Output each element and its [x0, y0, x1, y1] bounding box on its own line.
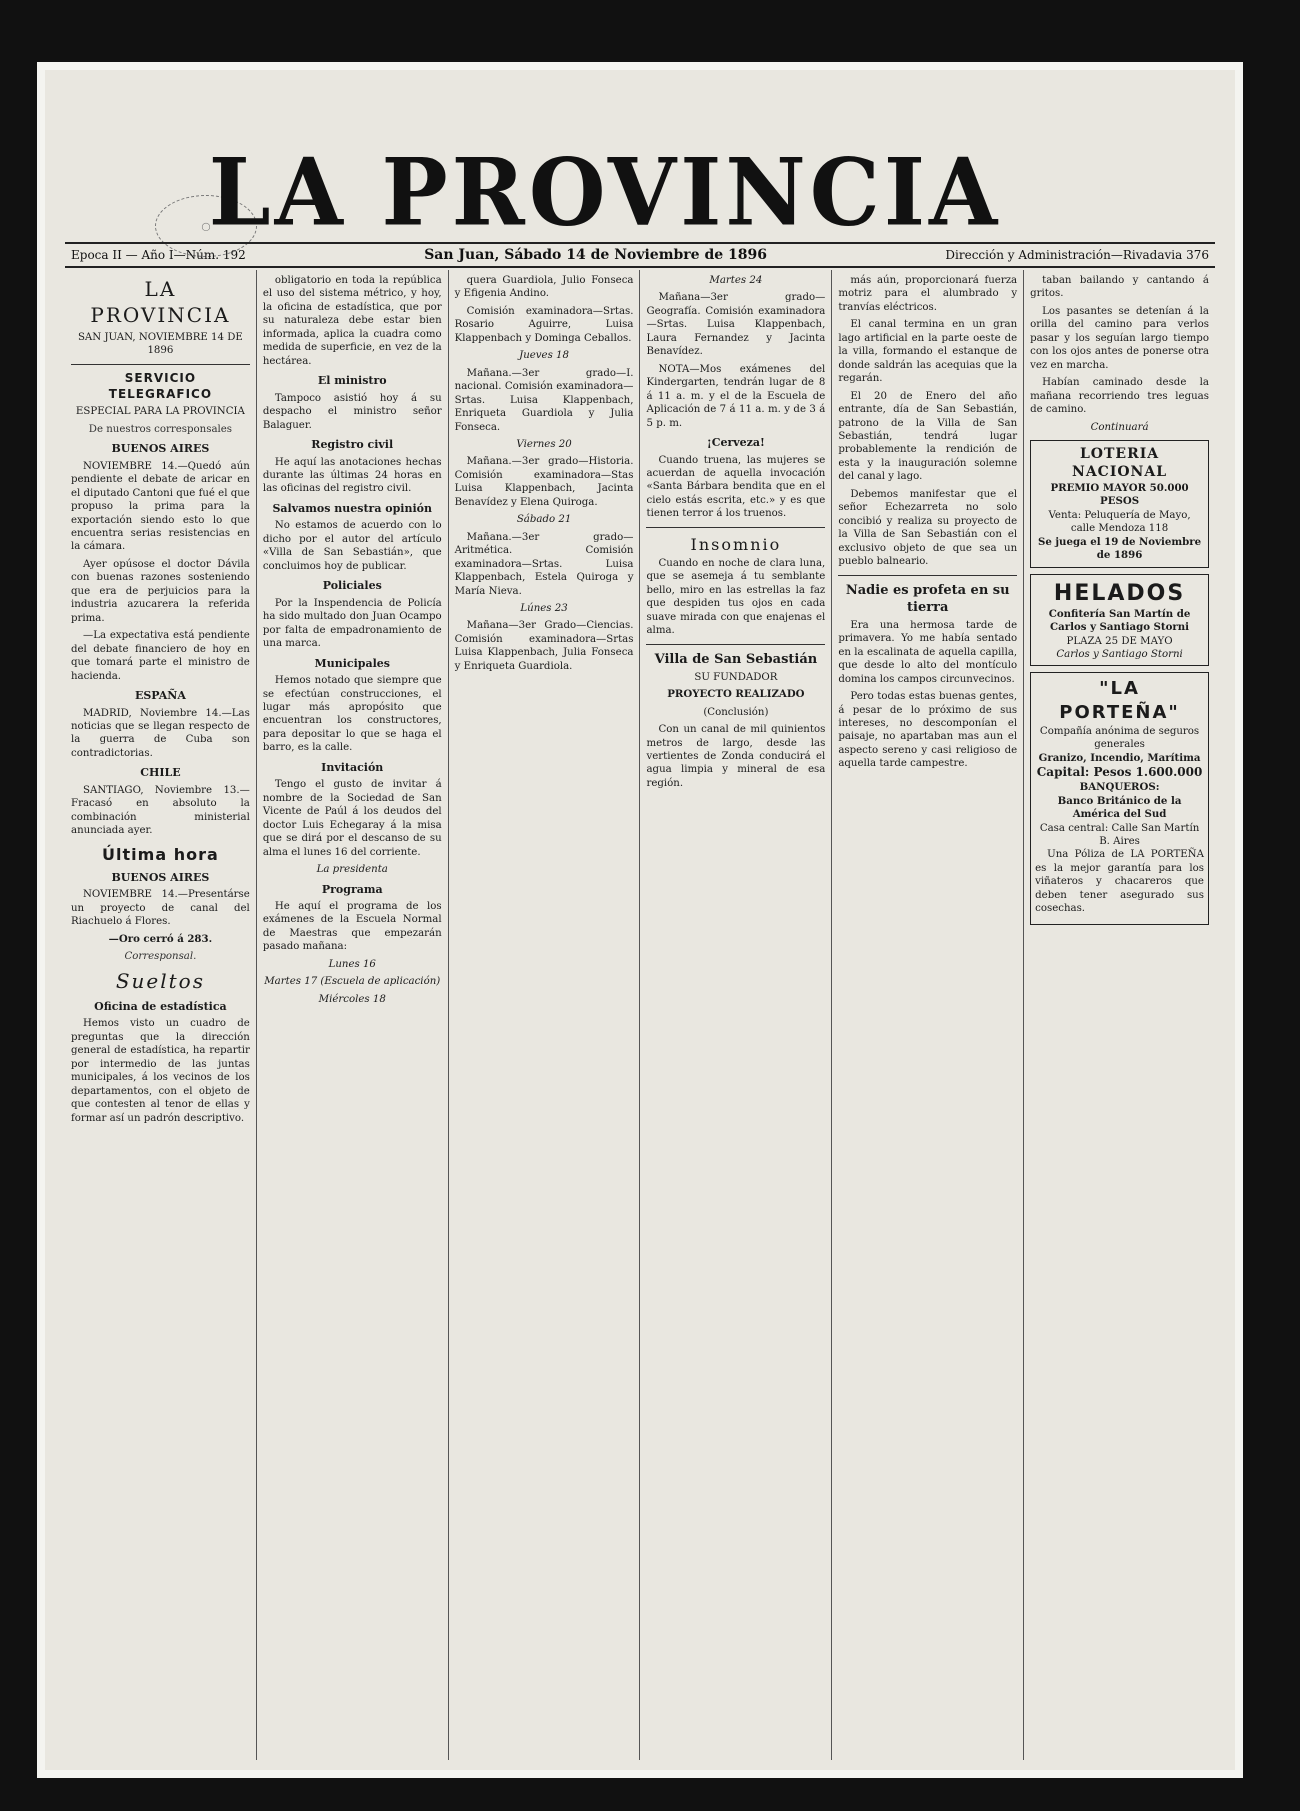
paragraph: quera Guardiola, Julio Fonseca y Efigenia Andino.	[454, 275, 634, 300]
ad-line: Capital: Pesos 1.600.000	[1036, 765, 1203, 780]
paragraph: Hemos visto un cuadro de preguntas que la dirección general de estadística, ha repartir por intermedio de las juntas municipales, á los vecinos de los departamentos, con el objeto de que contesten al tenor de ellas y formar así un padrón descriptivo.	[71, 1018, 250, 1124]
columns	[65, 270, 1215, 1760]
dateline-city: ESPAÑA	[134, 689, 186, 703]
ad-line: Venta: Peluquería de Mayo, calle Mendoza 118	[1048, 509, 1191, 535]
dateline-address: Dirección y Administración—Rivadavia 376	[945, 248, 1209, 262]
paragraph: más aún, proporcionará fuerza motriz para el alumbrado y tranvías eléctricos.	[838, 275, 1018, 313]
ad-title: LOTERIA NACIONAL	[1072, 445, 1168, 481]
paragraph: Mañana.—3er grado—Historia. Comisión examinadora—Stas Luisa Klappenbach, Jacinta Benavídez y Elena Quiroga.	[454, 456, 634, 508]
paragraph: —Oro cerró á 283.	[108, 932, 213, 945]
day-heading: Martes 24	[709, 275, 763, 286]
paragraph: Una Póliza de LA PORTEÑA es la mejor garantía para los viñateros y chacareros que deben tener asegurado sus cosechas.	[1035, 849, 1204, 915]
paragraph: He aquí las anotaciones hechas durante las últimas 24 horas en las oficinas del registro civil.	[262, 456, 442, 495]
paragraph: Comisión examinadora—Srtas. Rosario Aguirre, Luisa Klappenbach y Dominga Ceballos.	[454, 305, 634, 344]
ad-line: PREMIO MAYOR 50.000 PESOS	[1050, 481, 1189, 508]
paragraph: Mañana—3er Grado—Ciencias. Comisión examinadora—Srtas Luisa Klappenbach, Julia Fonseca y Enriqueta Guardiola.	[454, 620, 634, 672]
subsection-title: Municipales	[314, 656, 390, 670]
paragraph: Pero todas estas buenas gentes, á pesar de lo próximo de sus intereses, no descomponían el paisaje, no apartaban mas aun el aspecto sereno y casi religioso de aquella tarde campestre.	[838, 691, 1018, 770]
lottery-ad	[1030, 440, 1209, 568]
ad-line: Se juega el 19 de Noviembre de 1896	[1037, 535, 1202, 562]
day-heading: Miércoles 18	[318, 993, 386, 1005]
section-subtitle: PROYECTO REALIZADO	[667, 688, 805, 701]
dateline-city: BUENOS AIRES	[111, 870, 210, 884]
subsection-title: Invitación	[321, 760, 384, 774]
paragraph: Cuando truena, las mujeres se acuerdan de aquella invocación «Santa Bárbara bendita que en el cielo estás escrita, etc.» y es que tienen terror á los truenos.	[646, 454, 826, 520]
section-subtitle: (Conclusión)	[703, 706, 769, 718]
section-subtitle: De nuestros corresponsales	[88, 423, 233, 435]
day-heading: Martes 17 (Escuela de aplicación)	[264, 976, 441, 988]
section-title: Sueltos	[115, 968, 205, 993]
dateline-city: BUENOS AIRES	[111, 442, 210, 456]
paragraph: Mañana.—3er grado—I. nacional. Comisión examinadora—Srtas. Luisa Klappenbach, Enriqueta Guardiola y Julia Fonseca.	[454, 367, 634, 433]
paragraph: Habían caminado desde la mañana recorriendo tres leguas de camino.	[1030, 377, 1209, 416]
dateline-date: San Juan, Sábado 14 de Noviembre de 1896	[424, 247, 767, 263]
paragraph: Mañana.—3er grado—Aritmética. Comisión examinadora—Srtas. Luisa Klappenbach, Estela Quiroga y María Nieva.	[454, 531, 634, 597]
dateline-city: CHILE	[140, 766, 181, 780]
paragraph: Tengo el gusto de invitar á nombre de la Sociedad de San Vicente de Paúl á los deudos del doctor Luis Echegaray á la misa que se dirá por el descanso de su alma el lunes 16 del corriente.	[262, 779, 442, 858]
ad-line: Carlos y Santiago Storni	[1056, 649, 1183, 661]
divider	[646, 644, 825, 645]
column-4	[640, 270, 832, 1760]
ad-line: Banco Británico de la América del Sud	[1057, 794, 1182, 821]
paragraph: Con un canal de mil quinientos metros de largo, desde las vertientes de Zonda conducirá el agua limpia y mineral de esa región.	[646, 724, 826, 789]
subsection-title: Registro civil	[311, 438, 394, 452]
paragraph: Mañana—3er grado—Geografía. Comisión examinadora—Srtas. Luisa Klappenbach, Laura Fernandez y Jacinta Benavídez.	[646, 292, 826, 358]
paragraph: NOTA—Mos exámenes del Kindergarten, tendrán lugar de 8 á 11 a. m. y el de la Escuela de Aplicación de 7 á 11 a. m. y de 3 á 5 p. m.	[646, 363, 826, 429]
paragraph: Debemos manifestar que el señor Echezarreta no solo concibió y realiza su proyecto de la Villa de San Sebastián con el exclusivo objeto de que sea un pueblo balneario.	[838, 488, 1018, 568]
day-heading: Lunes 16	[328, 958, 376, 970]
ad-line: Casa central: Calle San Martín B. Aires	[1039, 822, 1200, 847]
newspaper-page	[45, 70, 1235, 1770]
column-subheader: SAN JUAN, NOVIEMBRE 14 DE 1896	[77, 331, 243, 357]
paragraph: NOVIEMBRE 14.—Presentárse un proyecto de canal del Riachuelo á Flores.	[71, 889, 250, 928]
signature: Corresponsal.	[124, 951, 197, 963]
paragraph: MADRID, Noviembre 14.—Las noticias que se llegan respecto de la guerra de Cuba son contradictorias.	[71, 707, 250, 759]
subsection-title: Salvamos nuestra opinión	[272, 501, 432, 515]
paragraph: Por la Inspendencia de Policía ha sido multado don Juan Ocampo por falta de empadronamiento de una marca.	[262, 597, 442, 650]
column-1	[65, 270, 257, 1760]
ad-title: HELADOS	[1053, 580, 1186, 606]
paragraph: No estamos de acuerdo con lo dicho por el autor del artículo «Villa de San Sebastián», que concluimos hoy de publicar.	[262, 520, 442, 572]
subsection-title: Villa de San Sebastián	[654, 651, 818, 667]
day-heading: Viernes 20	[516, 438, 572, 450]
signature: La presidenta	[316, 864, 388, 876]
dateline	[65, 242, 1215, 268]
day-heading: Lúnes 23	[520, 602, 568, 614]
signature: Continuará	[1090, 421, 1149, 433]
paragraph: He aquí el programa de los exámenes de la Escuela Normal de Maestras que empezarán pasado mañana:	[262, 901, 442, 953]
paragraph: NOVIEMBRE 14.—Quedó aún pendiente el debate de aricar en el diputado Cantoni que fué el que propuso la prima para la exportación siendo esto lo que encuentra serias resistencias en la cámara.	[71, 460, 250, 553]
subsection-title: Programa	[321, 882, 383, 896]
column-2	[257, 270, 449, 1760]
paragraph: —La expectativa está pendiente del debate financiero de hoy en que tomará parte el ministro de hacienda.	[71, 630, 250, 682]
ad-title: "LA PORTEÑA"	[1059, 678, 1180, 724]
column-3	[449, 270, 641, 1760]
ad-line: BANQUEROS:	[1079, 781, 1160, 794]
ad-line: Confitería San Martín de Carlos y Santiago Storni	[1048, 607, 1191, 634]
ad-line: PLAZA 25 DE MAYO	[1066, 635, 1173, 647]
paragraph: El canal termina en un gran lago artificial en la parte oeste de la villa, formando el estanque de donde saldrán las acequias que la regarán.	[838, 319, 1018, 385]
paragraph: Hemos notado que siempre que se efectúan construcciones, el lugar más apropósito que encuentran los constructores, para depositar lo que se haga el barro, es la calle.	[262, 675, 442, 754]
paragraph: Cuando en noche de clara luna, que se asemeja á tu semblante bello, miro en las estrellas la faz que despiden tus ojos en cada suave mirada con que enajenas el alma.	[646, 557, 826, 637]
ad-line: Compañía anónima de seguros generales	[1039, 725, 1200, 751]
section-subtitle: SU FUNDADOR	[694, 671, 778, 683]
column-header: LA PROVINCIA	[90, 277, 231, 328]
divider	[838, 575, 1017, 576]
paragraph: Los pasantes se detenían á la orilla del camino para verlos pasar y los seguían largo tiempo con los ojos antes de ponerse otra vez en marcha.	[1030, 305, 1209, 371]
divider	[646, 527, 825, 528]
dateline-issue: Epoca II — Año I—Núm. 192	[71, 248, 246, 262]
subsection-title: Oficina de estadística	[94, 999, 227, 1013]
section-title: Insomnio	[690, 534, 782, 554]
masthead-title: LA PROVINCIA	[208, 137, 1002, 247]
paragraph: El 20 de Enero del año entrante, día de San Sebastián, patrono de la Villa de San Sebastián, tendrá lugar probablemente la rendición de esta y la inauguración solemne del canal y lago.	[838, 390, 1018, 483]
section-title: SERVICIO TELEGRAFICO	[108, 370, 213, 401]
paragraph: SANTIAGO, Noviembre 13.—Fracasó en absoluto la combinación ministerial anunciada ayer.	[71, 784, 250, 837]
column-6	[1024, 270, 1215, 1760]
divider	[71, 364, 250, 365]
paragraph: Tampoco asistió hoy á su despacho el ministro señor Balaguer.	[262, 392, 442, 431]
paragraph: taban bailando y cantando á gritos.	[1030, 275, 1209, 300]
subsection-title: Nadie es profeta en su tierra	[845, 582, 1010, 615]
paragraph: Ayer opúsose el doctor Dávila con buenas razones sosteniendo que era de perjuicios para la industria azucarera la referida prima.	[71, 558, 250, 624]
subsection-title: Policiales	[322, 579, 382, 593]
section-subtitle: ESPECIAL PARA LA PROVINCIA	[75, 406, 245, 418]
column-5	[832, 270, 1024, 1760]
library-stamp-icon: ◯	[155, 195, 257, 257]
paragraph: Era una hermosa tarde de primavera. Yo me había sentado en la escalinata de aquella capilla, que desde lo alto del montículo domina los campos circunvecinos.	[838, 619, 1018, 685]
insurance-ad	[1030, 672, 1209, 924]
day-heading: Sábado 21	[516, 514, 572, 526]
section-title: Última hora	[102, 844, 219, 864]
day-heading: Jueves 18	[519, 350, 570, 362]
subsection-title: ¡Cerveza!	[706, 435, 765, 449]
helados-ad	[1030, 574, 1209, 667]
ad-line: Granizo, Incendio, Marítima	[1038, 751, 1201, 764]
subsection-title: El ministro	[317, 374, 387, 388]
paragraph: obligatorio en toda la república el uso del sistema métrico, y hoy, la oficina de estadística, que por su naturaleza debe estar bien informada, aplica la cuadra como medida de superficie, en vez de la hectárea.	[262, 275, 442, 367]
